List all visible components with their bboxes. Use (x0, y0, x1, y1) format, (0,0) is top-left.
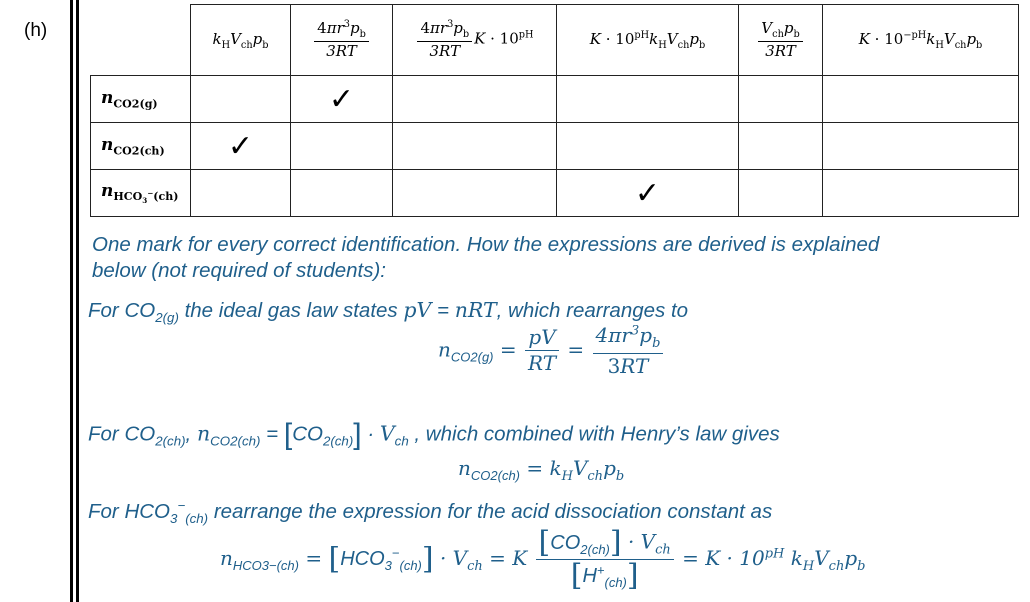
column-header-4pir3pb-over-3rt: $\frac{4\pi r^3p_b}{3RT}$ (291, 5, 393, 76)
table-row-n-co2-ch (91, 123, 1019, 170)
cell (823, 76, 1019, 123)
cell (191, 170, 291, 217)
cell (557, 123, 739, 170)
cell (291, 170, 393, 217)
cell (291, 123, 393, 170)
check-icon: ✓ (328, 81, 355, 117)
checkmark-cell (191, 123, 291, 170)
co2-ch-intro: For $CO_{2(ch)}$, $n_{CO2(ch)} = [CO_{2(ch)}] \cdot V_{ch}$ , which combined with Henry’s law gives (88, 418, 780, 451)
column-header-k-10ph-kh-vch-pb: $K \cdot 10^{pH}k_HV_{ch}p_b$ (557, 5, 739, 76)
table-row-n-hco3-ch (91, 170, 1019, 217)
co2-ch-equation: $n_{CO2(ch)} = k_HV_{ch}p_b$ (458, 456, 625, 484)
row-label-n-co2-g: $n_{CO2(g)}$ (91, 76, 191, 123)
mark-scheme-note-line-2: below (not required of students): (92, 259, 386, 282)
column-header-4pir3pb-over-3rt-k-10ph: $\frac{4\pi r^3p_b}{3RT}$ $K \cdot 10^{pH}$ (393, 5, 557, 76)
hco3-intro: For $HCO_3^-_{(ch)}$ rearrange the expression for the acid dissociation constant as (88, 498, 773, 526)
table-row-n-co2-g (91, 76, 1019, 123)
mark-scheme-note-line-1: One mark for every correct identification. How the expressions are derived is explained (92, 233, 880, 256)
cell (393, 170, 557, 217)
cell (393, 123, 557, 170)
co2g-intro-text (0, 0, 1, 1)
cell (823, 123, 1019, 170)
header-corner (91, 5, 191, 76)
table-header-row (91, 5, 1019, 76)
cell (191, 76, 291, 123)
hco3-equation: $n_{HCO3-(ch)} = [HCO_3^-_{(ch)}] \cdot V_{ch} = K$ $\frac{[CO_{2(ch)}] \cdot V_{ch}}{[H^+_{(ch)}]}$ = $K \cdot 10^{pH}$ $k_HV_{ch}p_b$ (220, 525, 866, 594)
cell (557, 76, 739, 123)
checkmark-cell (557, 170, 739, 217)
column-header-vch-pb-over-3rt: $\frac{V_{ch}p_b}{3RT}$ (739, 5, 823, 76)
cell (823, 170, 1019, 217)
checkmark-cell (291, 76, 393, 123)
cell (393, 76, 557, 123)
margin-rule-right (76, 0, 79, 602)
check-icon: ✓ (634, 175, 661, 211)
part-label: (h) (24, 20, 48, 41)
co2-gas-equation: $n_{CO2(g)}$ = $\frac{pV}{RT}$ = $\frac{4\pi r^3p_b}{3RT}$ (438, 324, 665, 378)
co2-gas-intro: For $CO_{2(g)}$ the ideal gas law states pV = nRT, which rearranges to (88, 298, 689, 326)
row-label-n-co2-ch: $n_{CO2(ch)}$ (91, 123, 191, 170)
cell (739, 123, 823, 170)
answer-table (90, 4, 1019, 217)
column-header-kh-vch-pb: $k_HV_{ch}p_b$ (191, 5, 291, 76)
cell (739, 76, 823, 123)
column-header-k-10minusph-kh-vch-pb: $K \cdot 10^{-pH}k_HV_{ch}p_b$ (823, 5, 1019, 76)
cell (739, 170, 823, 217)
check-icon: ✓ (227, 128, 254, 164)
margin-rule-left (70, 0, 73, 602)
row-label-n-hco3-ch: $n_{HCO_3^-(ch)}$ (91, 170, 191, 217)
